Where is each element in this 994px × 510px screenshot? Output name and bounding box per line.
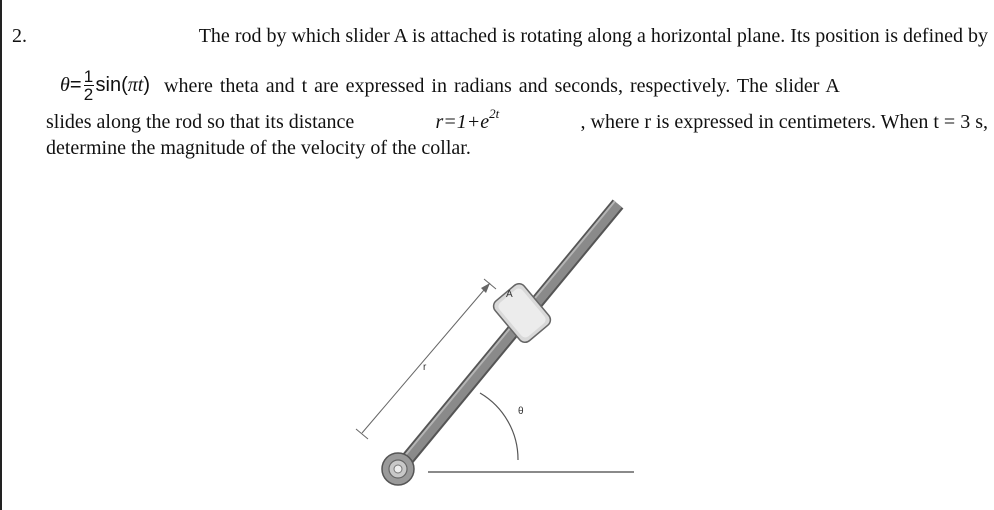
equals-sign: =	[69, 73, 82, 96]
r-expression: r=1+e	[435, 111, 490, 133]
problem-text-line-2	[164, 72, 988, 100]
problem-line-4: determine the magnitude of the velocity of the collar.	[46, 137, 471, 159]
problem-number: 2.	[12, 25, 27, 47]
close-paren: )	[143, 73, 150, 96]
rotating-rod	[398, 201, 618, 468]
problem-text-line-1: The rod by which slider A is attached is rotating along a horizontal plane. Its position is defined by	[198, 25, 988, 47]
slider-label-a: A	[506, 289, 513, 300]
fraction-denominator: 2	[83, 85, 94, 104]
problem-text-line-3-rest: , where r is expressed in centimeters. When t = 3 s,	[580, 111, 988, 133]
rod-slider-figure	[340, 190, 660, 502]
pivot-pin	[382, 453, 414, 485]
theta-symbol: θ	[60, 73, 70, 96]
problem-line-1	[12, 22, 988, 50]
r-dimension-line	[356, 279, 496, 439]
sin-function: sin(	[95, 73, 128, 96]
pi-t: πt	[127, 73, 144, 96]
left-border	[0, 0, 2, 510]
exponent: 2t	[489, 106, 500, 121]
distance-label-r: r	[423, 362, 427, 373]
fraction-numerator: 1	[83, 67, 94, 86]
problem-text-line-3-start: slides along the rod so that its distance	[46, 111, 355, 133]
problem-text-line-2-content: where theta and t are expressed in radians and seconds, respectively. The slider A	[164, 74, 840, 97]
angle-label-theta: θ	[518, 406, 524, 417]
theta-equation	[60, 68, 150, 103]
one-half-fraction	[84, 68, 94, 103]
theta-arc	[480, 393, 518, 460]
problem-line-2	[60, 68, 988, 103]
